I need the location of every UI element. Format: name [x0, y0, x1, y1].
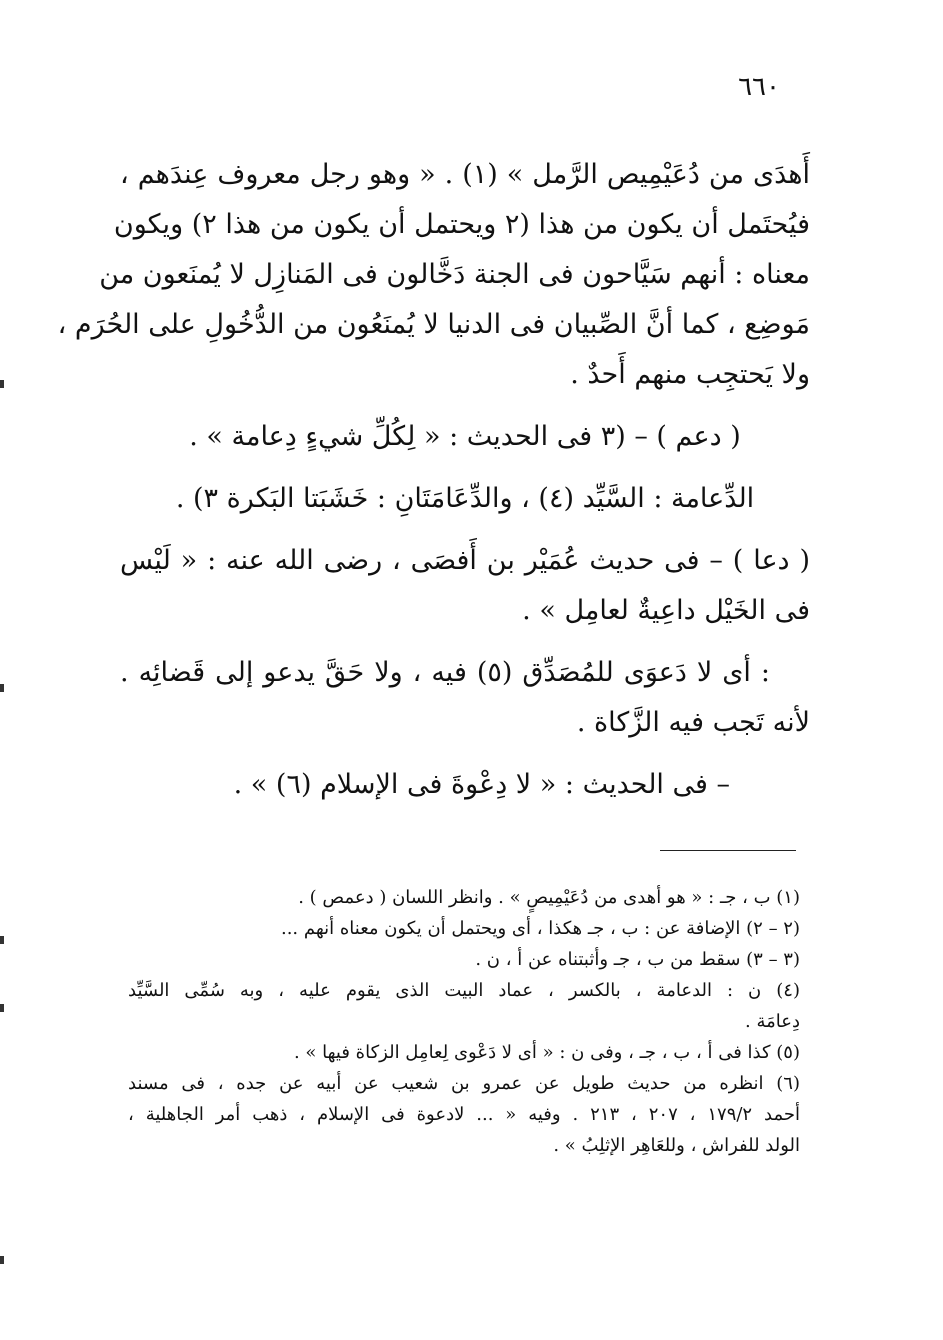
- footnote: (٢ – ٢) الإضافة عن : ب ، جـ هكذا ، أى ويحتمل أن يكون معناه أنهم ...: [280, 918, 800, 939]
- footnote: (٤) ن : الدعامة ، بالكسر ، عماد البيت الذى يقوم عليه ، وبه سُمِّى السَّيِّد: [128, 980, 800, 1001]
- page-number: ٦٦٠: [738, 72, 780, 102]
- text-line: : أى لا دَعوَى للمُصَدِّق (٥) فيه ، ولا حَقَّ يدعو إلى قَضائِه .: [120, 657, 770, 688]
- text-line: – فى الحديث : « لا دِعْوةَ فى الإسلام (٦) » .: [233, 769, 730, 800]
- scan-edge-mark: [0, 684, 4, 692]
- text-line: مَوضِع ، كما أنَّ الصِّبيان فى الدنيا لا يُمنَعُون من الدُّخُولِ على الحُرَم ،: [57, 309, 810, 340]
- scan-edge-mark: [0, 1256, 4, 1264]
- text-line: لأنه تَجب فيه الزَّكاة .: [576, 707, 810, 738]
- scan-edge-mark: [0, 1004, 4, 1012]
- footnotes: [128, 882, 800, 1161]
- main-text: [57, 150, 810, 810]
- entry-heading-daam: ( دعم ) – (٣ فى الحديث : « لِكُلِّ شيءٍ دِعامة » .: [189, 421, 741, 452]
- scan-edge-mark: [0, 380, 4, 388]
- text-line: فيُحتَمل أن يكون من هذا (٢ ويحتمل أن يكون من هذا ٢) ويكون: [113, 209, 810, 240]
- text-line: فى الخَيْل داعِيةٌ لعامِل » .: [522, 595, 810, 626]
- footnote: (١) ب ، جـ : « هو أهدى من دُعَيْمِيصٍ » . وانظر اللسان ( دعمص ) .: [298, 887, 800, 908]
- text-line: الدِّعامة : السَّيِّد (٤) ، والدِّعَامَتَانِ : خَشَبَتا البَكرة ٣) .: [175, 483, 755, 514]
- text-line: ولا يَحتجِب منهم أَحدٌ .: [570, 359, 810, 390]
- footnote-continuation: الولد للفراش ، وللعَاهِر الإثلِبُ » .: [553, 1135, 800, 1156]
- entry-heading-daa: ( دعا ) – فى حديث عُمَيْر بن أَفصَى ، رضى الله عنه : « لَيْس: [120, 545, 810, 576]
- footnote-continuation: دِعامَة .: [745, 1011, 800, 1032]
- scan-edge-mark: [0, 936, 4, 944]
- text-line: أَهدَى من دُعَيْمِيص الرَّمل » (١) . « وهو رجل معروف عِندَهم ،: [120, 159, 810, 190]
- text-line: معناه : أنهم سَيَّاحون فى الجنة دَخَّالون فى المَنازِل لا يُمنَعون من: [99, 259, 810, 290]
- footnote: (٦) انظره من حديث طويل عن عمرو بن شعيب عن أبيه عن جده ، فى مسند: [128, 1073, 800, 1094]
- footnote: (٥) كذا فى أ ، ب ، جـ ، وفى ن : « أى لا دَعْوى لِعامِل الزكاة فيها » .: [293, 1042, 800, 1063]
- footnote-continuation: أحمد ١٧٩/٢ ، ٢٠٧ ، ٢١٣ . وفيه « ... لادعوة فى الإسلام ، ذهب أمر الجاهلية ،: [128, 1104, 800, 1125]
- footnote: (٣ – ٣) سقط من ب ، جـ وأثبتناه عن أ ، ن .: [475, 949, 800, 970]
- footnote-separator: [660, 850, 796, 851]
